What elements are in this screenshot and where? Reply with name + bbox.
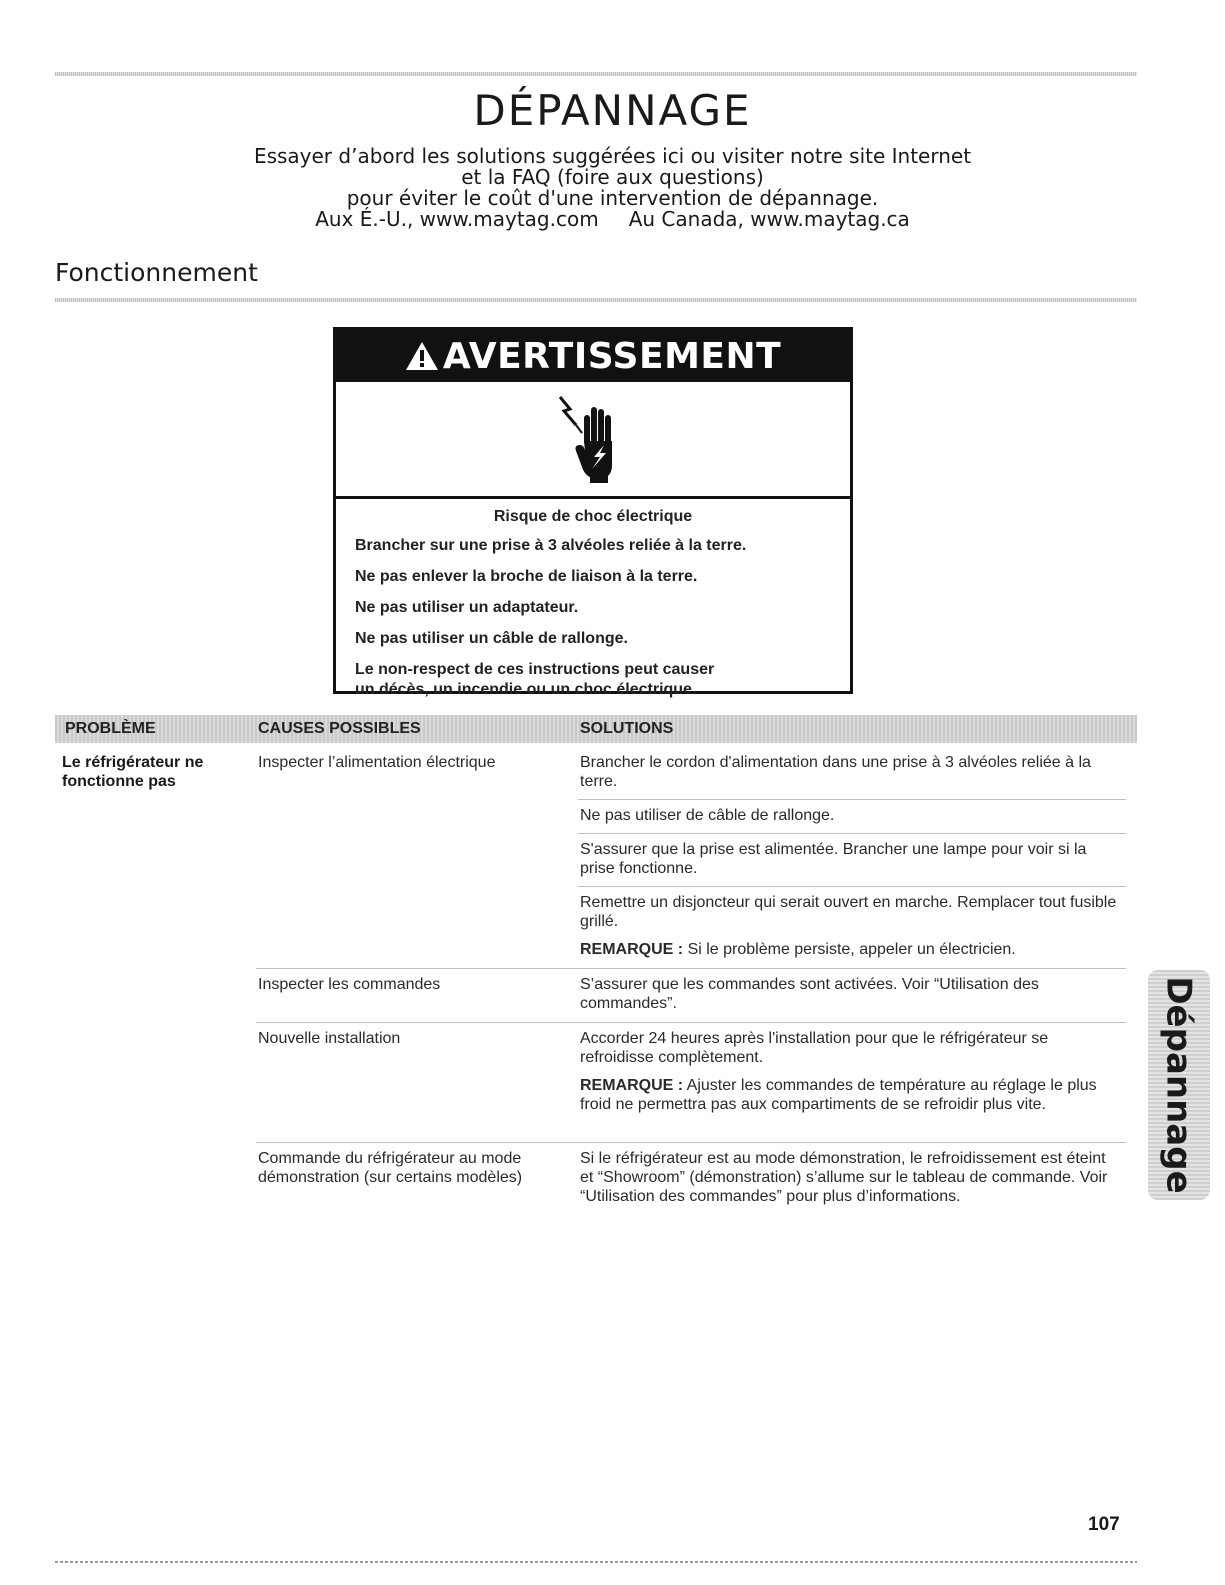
problem-cell: Le réfrigérateur ne fonctionne pas (62, 754, 204, 790)
solution-cell: S'assurer que la prise est alimentée. Brancher une lampe pour voir si la prise fonctionne. (580, 841, 1087, 877)
intro-line-1: Essayer d’abord les solutions suggérées ici ou visiter notre site Internet (253, 144, 972, 168)
url-ca: Au Canada, www.maytag.ca (628, 207, 910, 231)
section-rule (55, 298, 1137, 302)
table-header (55, 715, 1137, 743)
cause-cell: Nouvelle installation (258, 1030, 401, 1047)
bottom-rule (55, 1561, 1137, 1563)
url-us: Aux É.-U., www.maytag.com (315, 207, 599, 231)
note-label: REMARQUE : (580, 1077, 684, 1094)
warning-line: Ne pas utiliser un adaptateur. (355, 599, 579, 616)
warning-header (336, 330, 850, 382)
row-divider (578, 799, 1126, 800)
solution-cell: Accorder 24 heures après l'installation pour que le réfrigérateur se refroidisse complètement. (580, 1030, 1049, 1066)
row-divider (256, 1142, 1126, 1143)
intro-urls (0, 209, 1225, 230)
intro-text (0, 146, 1225, 230)
solution-cell: Si le réfrigérateur est au mode démonstration, le refroidissement est éteint et “Showroom” (démonstration) s’allume sur le tableau de commande. Voir “Utilisation des commandes” pour plus d’informations. (580, 1150, 1108, 1205)
side-tab-label: Dépannage (1159, 976, 1200, 1194)
row-divider (256, 1022, 1126, 1023)
cause-cell: Commande du réfrigérateur au mode démonstration (sur certains modèles) (258, 1150, 523, 1186)
header-probleme: PROBLÈME (65, 720, 156, 737)
warning-text (336, 499, 850, 700)
top-rule (55, 72, 1137, 76)
electric-shock-pictogram (336, 382, 850, 499)
warning-consequence-line-2: un décès, un incendie ou un choc électrique. (355, 681, 697, 698)
note-label: REMARQUE : (580, 941, 684, 958)
solution-cell: S’assurer que les commandes sont activées. Voir “Utilisation des commandes”. (580, 976, 1039, 1012)
page-title: DÉPANNAGE (473, 86, 752, 135)
cause-cell: Inspecter les commandes (258, 976, 441, 993)
intro-line-2: et la FAQ (foire aux questions) (461, 165, 764, 189)
solution-note (580, 940, 1120, 959)
row-divider (578, 886, 1126, 887)
header-solutions: SOLUTIONS (580, 720, 674, 737)
cause-cell: Inspecter l’alimentation électrique (258, 754, 496, 771)
note-text: Si le problème persiste, appeler un électricien. (687, 941, 1016, 958)
page-number: 107 (1088, 1514, 1120, 1535)
solution-cell: Remettre un disjoncteur qui serait ouvert en marche. Remplacer tout fusible grillé. (580, 894, 1117, 930)
header-causes: CAUSES POSSIBLES (258, 720, 421, 737)
warning-heading: AVERTISSEMENT (442, 335, 782, 377)
intro-line-3: pour éviter le coût d'une intervention de dépannage. (346, 186, 879, 210)
solution-note (580, 1076, 1120, 1114)
warning-line: Ne pas utiliser un câble de rallonge. (355, 630, 628, 647)
warning-line: Brancher sur une prise à 3 alvéoles reliée à la terre. (355, 537, 747, 554)
section-side-tab (1148, 970, 1210, 1200)
warning-consequence-line-1: Le non-respect de ces instructions peut causer (355, 661, 715, 678)
section-heading: Fonctionnement (55, 258, 258, 287)
warning-triangle-icon (405, 341, 439, 371)
note-text: Ajuster les commandes de température au réglage le plus froid ne permettra pas aux compartiments de se refroidir plus vite. (580, 1077, 1097, 1113)
warning-consequence (355, 660, 850, 700)
warning-line: Ne pas enlever la broche de liaison à la terre. (355, 568, 698, 585)
warning-risk: Risque de choc électrique (493, 508, 693, 525)
warning-box (333, 327, 853, 698)
solution-cell: Brancher le cordon d'alimentation dans une prise à 3 alvéoles reliée à la terre. (580, 754, 1091, 790)
row-divider (578, 833, 1126, 834)
electric-shock-hand-icon (558, 393, 628, 485)
solution-cell: Ne pas utiliser de câble de rallonge. (580, 807, 835, 824)
row-divider (256, 968, 1126, 969)
